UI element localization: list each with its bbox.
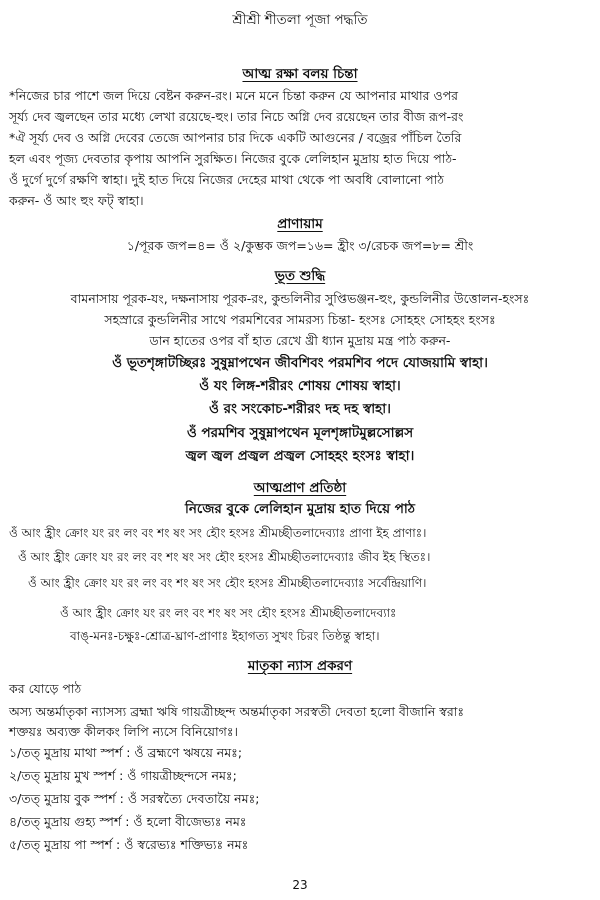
mantra-line: ওঁ পরমশিব সুষুম্নাপথেন মূলশৃঙ্গাটমুল্লসোল্লস <box>186 425 414 441</box>
section-heading: আত্মপ্রাণ প্রতিষ্ঠা <box>253 480 347 496</box>
paragraph-line: হল এবং পূজ্য দেবতার কৃপায় আপনি সুরক্ষিত। নিজের বুকে লেলিহান মুদ্রায় হাত দিয়ে পাঠ- <box>9 151 457 166</box>
section-subheading: কর যোড়ে পাঠ <box>9 681 82 696</box>
nyasa-item: ৪/তত্ মুদ্রায় গুহ্য স্পর্শ : ওঁ হলো বীজেভ্যঃ নমঃ <box>9 814 247 829</box>
mantra-line: ওঁ যং লিঙ্গ-শরীরং শোষয় শোষয় স্বাহা। <box>199 378 401 394</box>
section-heading: আত্ম রক্ষা বলয় চিন্তা <box>242 66 358 82</box>
section-heading: ভূত শুদ্ধি <box>274 268 326 284</box>
nyasa-item: ৫/তত্ মুদ্রায় পা স্পর্শ : ওঁ স্বরেভ্যঃ শক্তিভ্যঃ নমঃ <box>9 837 249 852</box>
running-header: শ্রীশ্রী শীতলা পূজা পদ্ধতি <box>232 12 368 28</box>
mantra-line: ওঁ আং হ্রীং ক্রোং যং রং লং বং শং ষং সং হৌং হংসঃ শ্রীমচ্ছীতলাদেব্যাঃ সর্বেন্দ্রিয়াণি। <box>28 576 427 590</box>
mantra-line: জ্বল জ্বল প্রজ্বল প্রজ্বল সোহহং হংসঃ স্বাহা। <box>185 448 415 464</box>
mantra-line: ওঁ ভূতশৃঙ্গাটচ্ছিরঃ সুষুম্নাপথেন জীবশিবং পরমশিব পদে যোজয়ামি স্বাহা। <box>112 355 488 371</box>
section-subheading: নিজের বুকে লেলিহান মুদ্রায় হাত দিয়ে পাঠ <box>184 501 416 517</box>
paragraph-line: সূর্য্য দেব জ্বলছেন তার মধ্যে লেখা রয়েছে-হুং। তার নিচে অগ্নি দেব রয়েছেন তার বীজ রূপ-রং <box>9 109 464 124</box>
paragraph-line: অস্য অন্তর্মাতৃকা ন্যাসস্য ব্রহ্মা ঋষি গায়ত্রীচ্ছন্দ অন্তর্মাতৃকা সরস্বতী দেবতা হলো বীজানি স্বরাঃ <box>9 704 465 719</box>
paragraph-line: ওঁ দুর্গে দুর্গে রক্ষণি স্বাহা। দুই হাত দিয়ে নিজের দেহের মাথা থেকে পা অবধি বোলানো পাঠ <box>9 172 444 187</box>
paragraph-line: *নিজের চার পাশে জল দিয়ে বেষ্টন করুন-রং। মনে মনে চিন্তা করুন যে আপনার মাথার ওপর <box>9 88 459 103</box>
nyasa-item: ২/তত্ মুদ্রায় মুখ স্পর্শ : ওঁ গায়ত্রীচ্ছন্দসে নমঃ; <box>9 768 237 783</box>
paragraph-line: শক্তয়ঃ অব্যক্ত কীলকং লিপি ন্যসে বিনিয়োগঃ। <box>9 724 238 739</box>
paragraph-line: ডান হাতের ওপর বাঁ হাত রেখে খ্রী ধ্যান মুদ্রায় মন্ত্র পাঠ করুন- <box>149 333 451 348</box>
paragraph-line: *ঐ সূর্য্য দেব ও অগ্নি দেবের তেজে আপনার চার দিকে একটি আগুনের / বজ্রের পাঁচিল তৈরি <box>9 130 462 145</box>
mantra-line: ওঁ আং হ্রীং ক্রোং যং রং লং বং শং ষং সং হৌং হংসঃ শ্রীমচ্ছীতলাদেব্যাঃ <box>60 606 397 620</box>
paragraph-line: করুন- ওঁ আং হুং ফট্ স্বাহা। <box>9 193 144 208</box>
nyasa-item: ৩/তত্ মুদ্রায় বুক স্পর্শ : ওঁ সরস্বত্যৈ দেবতায়ৈ নমঃ; <box>9 791 260 806</box>
mantra-line: ওঁ আং হ্রীং ক্রোং যং রং লং বং শং ষং সং হৌং হংসঃ শ্রীমচ্ছীতলাদেব্যাঃ প্রাণা ইহ প্রাণাঃ। <box>9 526 427 540</box>
mantra-line: ওঁ রং সংকোচ-শরীরং দহ দহ স্বাহা। <box>209 401 391 417</box>
nyasa-item: ১/তত্ মুদ্রায় মাথা স্পর্শ : ওঁ ব্রহ্মণে ঋষয়ে নমঃ; <box>9 745 243 760</box>
paragraph-line: সহস্রারে কুন্ডলিনীর সাথে পরমশিবের সামরস্য চিন্তা- হংসঃ সোহহং সোহহং হংসঃ <box>104 312 496 327</box>
mantra-line: ওঁ আং হ্রীং ক্রোং যং রং লং বং শং ষং সং হৌং হংসঃ শ্রীমচ্ছীতলাদেব্যাঃ জীব ইহ স্থিতঃ। <box>18 550 431 564</box>
section-heading: মাতৃকা ন্যাস প্রকরণ <box>247 658 353 674</box>
mantra-line: ১/পূরক জপ=৪= ওঁ ২/কুম্ভক জপ=১৬= হ্রীং ৩/রেচক জপ=৮= শ্রীং <box>126 238 474 253</box>
mantra-line: বাঙ্-মনঃ-চক্ষুঃ-শ্রোত্র-ঘ্রাণ-প্রাণাঃ ইহাগত্য সুখং চিরং তিষ্ঠন্তু স্বাহা। <box>70 629 380 643</box>
page-number: 23 <box>292 878 308 892</box>
paragraph-line: বামনাসায় পূরক-যং, দক্ষনাসায় পূরক-রং, কুন্ডলিনীর সুপ্তিভঞ্জন-হুং, কুন্ডলিনীর উত্তোলন-হংসঃ <box>70 291 530 306</box>
section-heading: প্রাণায়াম <box>277 216 323 232</box>
